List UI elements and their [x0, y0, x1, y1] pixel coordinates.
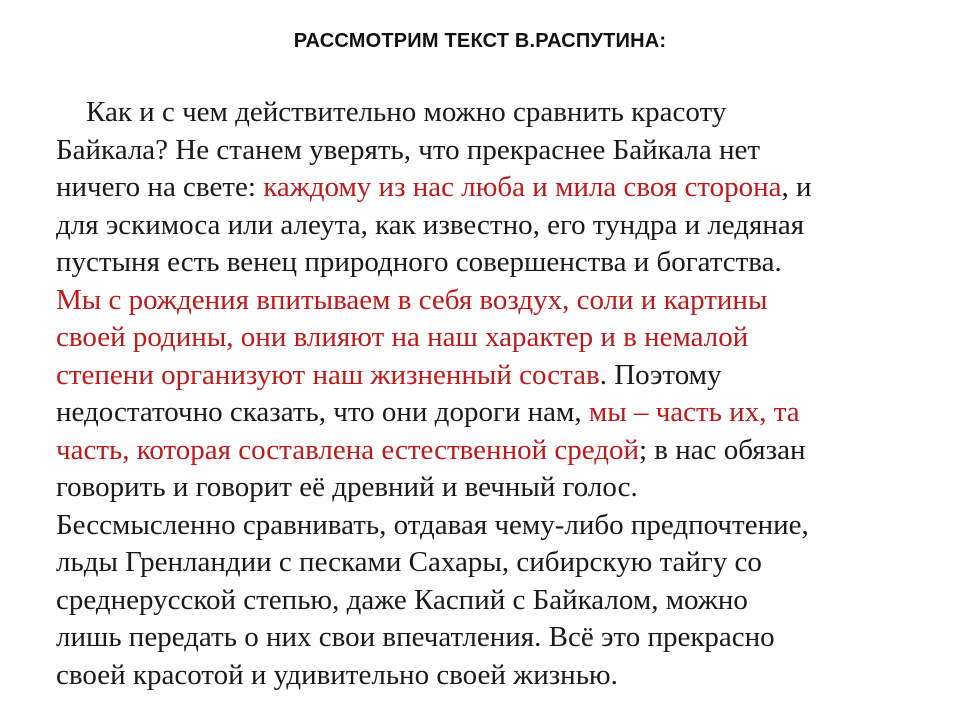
highlighted-text: каждому из нас люба и мила своя сторона: [263, 171, 782, 203]
slide-title: РАССМОТРИМ ТЕКСТ В.РАСПУТИНА:: [293, 30, 667, 52]
highlighted-text: Мы с рождения впитываем в себя воздух, соли и картины: [56, 283, 768, 316]
text-segment: среднерусской степью, даже Каспий с Байкалом, можно: [56, 583, 748, 616]
text-line: [56, 282, 936, 320]
text-line: [56, 544, 936, 582]
text-line: [56, 619, 936, 657]
text-segment: Байкала? Не станем уверять, что прекраснее Байкала нет: [56, 133, 761, 166]
text-line: [56, 244, 936, 282]
text-segment: . Поэтому: [599, 358, 722, 391]
text-line: [56, 394, 936, 432]
text-line: [56, 507, 936, 545]
text-line: [56, 132, 936, 170]
text-line: [56, 657, 936, 695]
highlighted-text: своей родины, они влияют на наш характер и в немалой: [56, 321, 749, 353]
text-segment: ; в нас обязан: [639, 433, 806, 466]
text-line: [56, 319, 936, 357]
text-line: [56, 357, 936, 395]
text-line: [56, 94, 936, 132]
text-line: [56, 169, 936, 207]
text-segment: ничего на свете:: [56, 171, 264, 203]
text-segment: лишь передать о них свои впечатления. Всё это прекрасно: [56, 621, 775, 653]
text-segment: льды Гренландии с песками Сахары, сибирскую тайгу со: [56, 546, 762, 578]
text-segment: , и: [781, 171, 812, 203]
rasputin-text: [56, 94, 936, 694]
text-segment: для эскимоса или алеута, как известно, его тундра и ледяная: [56, 208, 805, 241]
text-line: [56, 469, 936, 507]
highlighted-text: степени организуют наш жизненный состав: [56, 358, 600, 391]
text-segment: пустыня есть венец природного совершенства и богатства.: [56, 246, 782, 278]
highlighted-text: часть, которая составлена естественной средой: [56, 433, 639, 466]
text-segment: говорить и говорит её древний и вечный голос.: [56, 471, 638, 503]
text-segment: Как и с чем действительно можно сравнить красоту: [86, 96, 727, 128]
text-line: [56, 207, 936, 245]
text-line: [56, 432, 936, 470]
text-segment: недостаточно сказать, что они дороги нам,: [56, 396, 589, 428]
highlighted-text: мы – часть их, та: [588, 396, 800, 428]
text-segment: своей красотой и удивительно своей жизнью.: [56, 658, 618, 691]
text-line: [56, 582, 936, 620]
text-segment: Бессмысленно сравнивать, отдавая чему-либо предпочтение,: [56, 508, 809, 541]
